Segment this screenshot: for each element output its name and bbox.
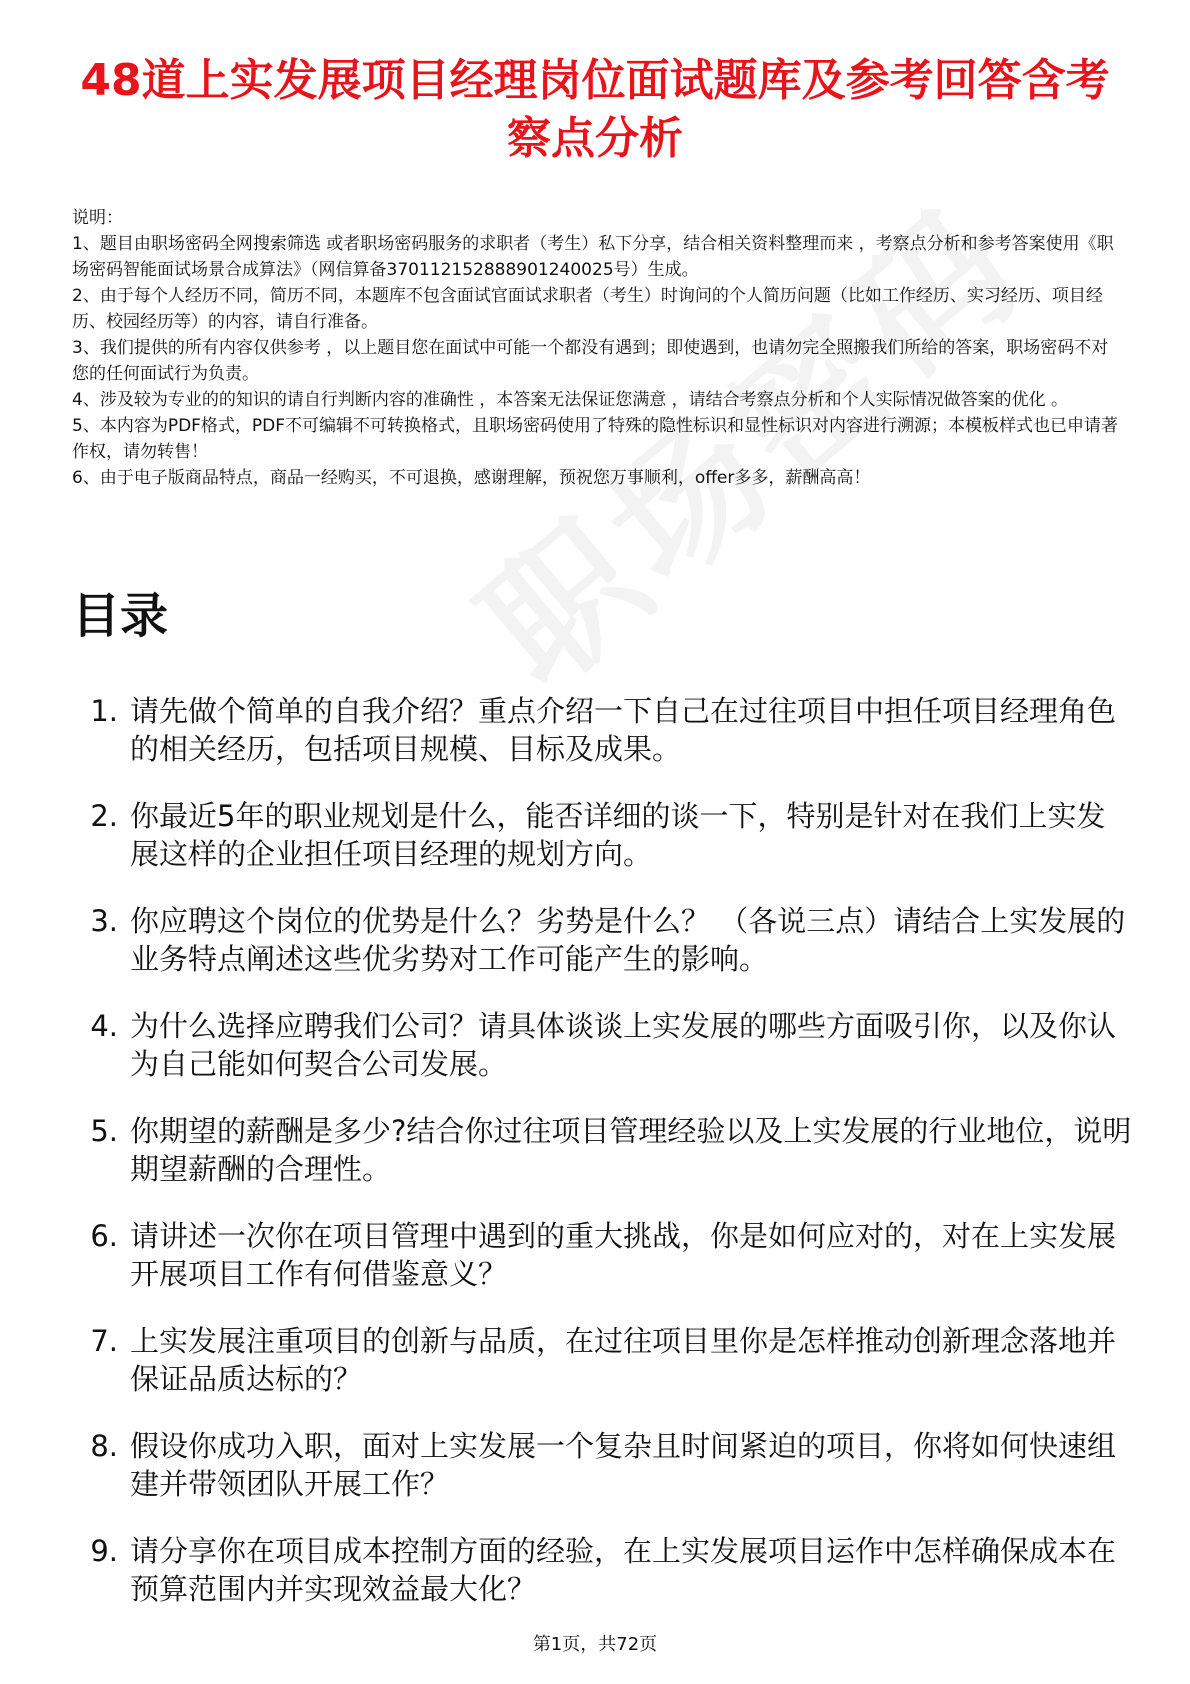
toc-item-number: 7. xyxy=(90,1324,118,1358)
toc-item[interactable] xyxy=(72,1322,1132,1398)
toc-item-text: 假设你成功入职，面对上实发展一个复杂且时间紧迫的项目，你将如何快速组建并带领团队开展工作？ xyxy=(130,1429,1117,1501)
toc-item-number: 1. xyxy=(90,694,118,728)
toc-item-number: 6. xyxy=(90,1219,118,1253)
toc-item[interactable] xyxy=(72,692,1132,768)
notes-section xyxy=(72,205,1122,491)
toc-list xyxy=(72,692,1132,1637)
toc-item-number: 5. xyxy=(90,1114,118,1148)
document-title: 48道上实发展项目经理岗位面试题库及参考回答含考察点分析 xyxy=(80,55,1110,164)
toc-item-number: 4. xyxy=(90,1009,118,1043)
toc-item-text: 你期望的薪酬是多少?结合你过往项目管理经验以及上实发展的行业地位，说明期望薪酬的合理性。 xyxy=(130,1114,1132,1186)
notes-line: 5、本内容为PDF格式，PDF不可编辑不可转换格式，且职场密码使用了特殊的隐性标识和显性标识对内容进行溯源；本模板样式也已申请著作权，请勿转售！ xyxy=(72,416,1119,462)
toc-item[interactable] xyxy=(72,1427,1132,1503)
toc-item-text: 你应聘这个岗位的优势是什么？劣势是什么？ （各说三点）请结合上实发展的业务特点阐述这些优劣势对工作可能产生的影响。 xyxy=(130,904,1126,976)
notes-line: 4、涉及较为专业的的知识的请自行判断内容的准确性 ，本答案无法保证您满意 ，请结合考察点分析和个人实际情况做答案的优化 。 xyxy=(72,390,1069,410)
toc-item-text: 请讲述一次你在项目管理中遇到的重大挑战，你是如何应对的，对在上实发展开展项目工作有何借鉴意义？ xyxy=(130,1219,1117,1291)
notes-line: 6、由于电子版商品特点，商品一经购买，不可退换，感谢理解，预祝您万事顺利，offer多多，薪酬高高！ xyxy=(72,468,871,488)
toc-item[interactable] xyxy=(72,1007,1132,1083)
toc-item-text: 上实发展注重项目的创新与品质，在过往项目里你是怎样推动创新理念落地并保证品质达标的？ xyxy=(130,1324,1117,1396)
toc-item[interactable] xyxy=(72,902,1132,978)
toc-item-number: 3. xyxy=(90,904,118,938)
page-footer: 第1页，共72页 xyxy=(532,1634,658,1655)
toc-item[interactable] xyxy=(72,797,1132,873)
notes-line: 3、我们提供的所有内容仅供参考 ，以上题目您在面试中可能一个都没有遇到；即使遇到，也请勿完全照搬我们所给的答案，职场密码不对您的任何面试行为负责。 xyxy=(72,338,1109,384)
toc-heading: 目录 xyxy=(72,588,169,644)
toc-item[interactable] xyxy=(72,1217,1132,1293)
toc-item-text: 请分享你在项目成本控制方面的经验，在上实发展项目运作中怎样确保成本在预算范围内并实现效益最大化？ xyxy=(130,1534,1117,1606)
toc-item-number: 9. xyxy=(90,1534,118,1568)
toc-item[interactable] xyxy=(72,1112,1132,1188)
toc-item-text: 请先做个简单的自我介绍？重点介绍一下自己在过往项目中担任项目经理角色的相关经历，包括项目规模、目标及成果。 xyxy=(130,694,1117,766)
notes-line: 1、题目由职场密码全网搜索筛选 或者职场密码服务的求职者（考生）私下分享，结合相关资料整理而来 ，考察点分析和参考答案使用《职场密码智能面试场景合成算法》（网信算备370112152888901240025号）生成。 xyxy=(72,234,1114,280)
toc-item-number: 2. xyxy=(90,799,118,833)
notes-line: 2、由于每个人经历不同，简历不同，本题库不包含面试官面试求职者（考生）时询问的个人简历问题（比如工作经历、实习经历、项目经历、校园经历等）的内容，请自行准备。 xyxy=(72,286,1103,332)
toc-item-number: 8. xyxy=(90,1429,118,1463)
toc-item-text: 你最近5年的职业规划是什么，能否详细的谈一下，特别是针对在我们上实发展这样的企业担任项目经理的规划方向。 xyxy=(130,799,1106,871)
toc-item-text: 为什么选择应聘我们公司？请具体谈谈上实发展的哪些方面吸引你，以及你认为自己能如何契合公司发展。 xyxy=(130,1009,1117,1081)
notes-line: 说明： xyxy=(72,208,123,228)
toc-item[interactable] xyxy=(72,1532,1132,1608)
